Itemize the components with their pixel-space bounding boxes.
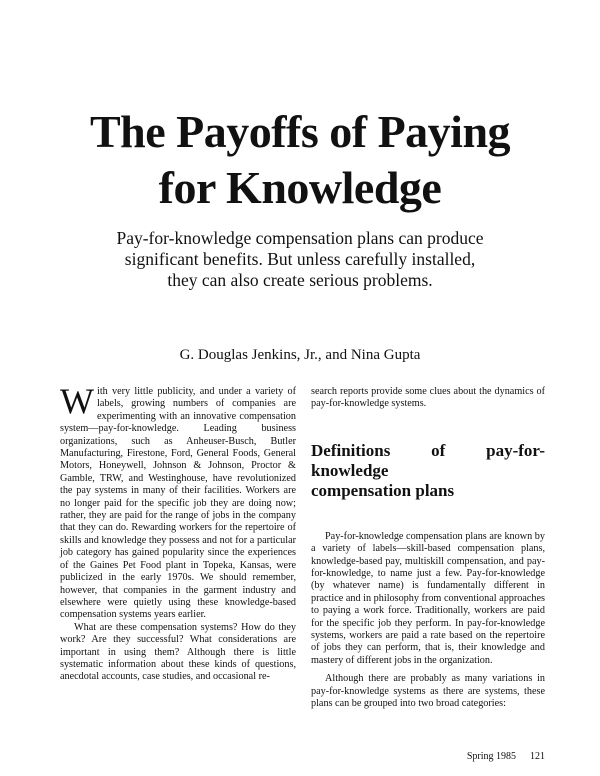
subtitle-line-3: they can also create serious problems. [167, 270, 433, 290]
article-title [0, 104, 600, 216]
body-paragraph: Although there are probably as many variations in pay-for-knowledge systems as there are systems, these plans can be grouped into two broad categories: [311, 673, 545, 710]
opening-paragraph [60, 381, 296, 622]
page-footer [420, 751, 545, 763]
issue-date: Spring 1985 [466, 751, 516, 762]
title-line-2: for Knowledge [158, 162, 442, 213]
body-paragraph: Pay-for-knowledge compensation plans are known by a variety of labels—skill-based compensation plans, knowledge-based pay, multiskill compensation, and pay-for-knowledge, to name just a few. Pay-for-knowledge (by whatever name) is fundamentally different in practice and in philosophy from conventional approaches to paying a work force. Traditionally, workers are paid for the specific job they perform. In pay-for-knowledge systems, workers are paid a rate based on the repertoire of jobs they can perform, that is, their knowledge and mastery of different jobs in the organization. [311, 530, 545, 666]
section-heading-line-1: Definitions of pay-for-knowledge [311, 440, 545, 480]
subtitle-line-1: Pay-for-knowledge compensation plans can produce [116, 228, 484, 248]
subtitle-line-2: significant benefits. But unless carefully installed, [124, 249, 476, 269]
right-column [311, 386, 545, 711]
article-subtitle [60, 228, 540, 291]
section-heading [311, 441, 545, 501]
page-number: 121 [530, 751, 545, 762]
title-line-1: The Payoffs of Paying [89, 106, 511, 157]
drop-cap: W [60, 381, 94, 421]
continued-paragraph: search reports provide some clues about the dynamics of pay-for-knowledge systems. [311, 386, 545, 410]
author-byline: G. Douglas Jenkins, Jr., and Nina Gupta [179, 347, 421, 363]
left-column [60, 381, 296, 684]
section-heading-line-2: compensation plans [311, 480, 455, 500]
body-paragraph: What are these compensation systems? How do they work? Are they successful? What considerations are important in using them? Although there is little systematic information about these kinds of questions, anecdotal accounts, case studies, and occasional re- [60, 621, 296, 683]
opening-paragraph-text: ith very little publicity, and under a variety of labels, growing numbers of companies are experimenting with an innovative compensation system—pay-for-knowledge. Leading business organizations, such as Anheuser-Busch, Butler Manufacturing, Firestone, Ford, General Foods, General Motors, Honeywell, Johnson & Johnson, Proctor & Gamble, TRW, and Westinghouse, have revolutionized the pay systems in many of their facilities. Workers are no longer paid for the specific job they are doing now; rather, they are paid for the range of jobs in the company that they can do. Rewarding workers for the repertoire of skills and knowledge they possess and not for a particular job category has gained popularity since the experiences of the Gaines Pet Food plant in Topeka, Kansas, were publicized in the early 1970s. We should remember, however, that companies in the garment industry and elsewhere were quietly using these knowledge-based compensation systems years earlier. [60, 386, 296, 621]
